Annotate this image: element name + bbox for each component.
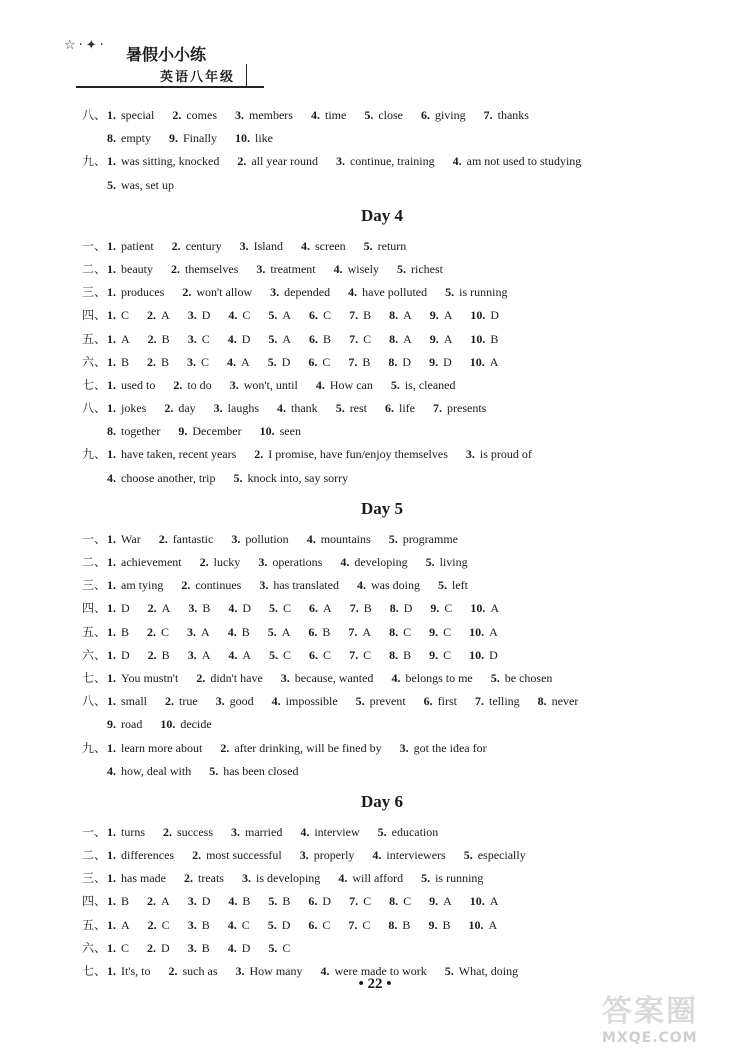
- header-divider: [246, 64, 247, 86]
- section-number: 五、: [82, 624, 107, 639]
- answer-section: [82, 621, 682, 644]
- answer-item: 8. D: [388, 354, 412, 369]
- answer-item: 6. life: [385, 401, 416, 416]
- answer-line: [82, 174, 682, 197]
- day-heading: Day 4: [360, 205, 404, 225]
- answer-item: 5. be chosen: [490, 670, 553, 685]
- answer-item: 5. especially: [463, 848, 526, 863]
- answer-item: 1. differences: [107, 848, 175, 863]
- answer-item: 4. will afford: [338, 871, 404, 886]
- answer-item: 2. lucky: [199, 555, 241, 569]
- section-number: 八、: [82, 694, 107, 709]
- answer-section: [82, 690, 682, 736]
- answer-item: 3. A: [187, 647, 211, 662]
- answer-item: 5. was, set up: [107, 177, 174, 192]
- answer-line: [82, 150, 682, 173]
- answer-item: 9. C: [429, 647, 452, 662]
- answer-line: [82, 844, 682, 867]
- answer-item: 2. true: [165, 694, 198, 709]
- answer-item: 5. A: [268, 331, 292, 346]
- answer-item: 6. B: [309, 331, 332, 346]
- answer-item: 4. choose another, trip: [107, 470, 216, 485]
- book-brand: 暑假小小练: [126, 45, 207, 64]
- answer-item: 9. C: [429, 624, 452, 639]
- answer-item: 6. B: [308, 624, 331, 639]
- answer-item: 8. never: [537, 694, 579, 709]
- answer-item: 4. A: [228, 647, 252, 662]
- section-number: 六、: [82, 647, 107, 662]
- answer-item: 5. is, cleaned: [390, 377, 456, 392]
- answer-item: 9. Finally: [169, 131, 218, 146]
- answer-item: 2. success: [163, 824, 213, 839]
- answer-item: 4. D: [227, 940, 251, 955]
- answer-item: 9. A: [429, 331, 453, 346]
- answer-section: [82, 551, 682, 574]
- answer-item: 6. C: [308, 917, 331, 932]
- answer-item: 4. were made to work: [320, 964, 427, 978]
- answer-item: 8. together: [107, 424, 161, 439]
- answer-item: 7. C: [349, 331, 372, 346]
- answer-item: 1. have taken, recent years: [107, 447, 237, 462]
- answer-item: 6. C: [309, 647, 332, 662]
- answer-item: 1. D: [107, 601, 130, 616]
- answer-item: 3. C: [187, 331, 210, 346]
- answer-item: 2. fantastic: [158, 531, 214, 546]
- answer-item: 1. B: [107, 894, 130, 909]
- answer-item: 5. What, doing: [444, 964, 519, 978]
- answer-item: 3. married: [231, 824, 283, 839]
- answer-section: [82, 737, 682, 783]
- answer-line: [82, 713, 682, 736]
- answer-item: 3. Island: [239, 238, 283, 253]
- answer-item: 6. first: [423, 694, 457, 709]
- answer-section: [82, 397, 682, 443]
- answer-item: 10. A: [469, 894, 499, 909]
- answer-item: 9. D: [429, 354, 452, 369]
- answer-item: 2. treats: [183, 871, 224, 886]
- answer-line: [82, 574, 682, 597]
- answer-item: 2. most successful: [192, 848, 282, 863]
- answer-item: 9. road: [107, 717, 143, 732]
- section-number: 四、: [82, 308, 107, 323]
- answer-item: 10. seen: [259, 424, 301, 439]
- day-heading: Day 5: [360, 498, 404, 518]
- answer-item: 3. How many: [235, 964, 303, 978]
- answer-item: 2. C: [147, 917, 170, 932]
- answer-item: 5. programme: [388, 531, 458, 546]
- section-number: 五、: [82, 917, 107, 932]
- answer-line: [82, 821, 682, 844]
- answer-item: 7. B: [349, 308, 372, 323]
- answer-line: [82, 737, 682, 760]
- answer-item: 6. A: [309, 601, 332, 616]
- answer-item: 2. B: [147, 331, 170, 346]
- page-number: • 22 •: [358, 976, 392, 992]
- answer-item: 8. C: [389, 894, 412, 909]
- answer-section: [82, 104, 682, 150]
- answer-item: 4. was doing: [356, 578, 420, 593]
- answer-item: 3. depended: [270, 285, 331, 300]
- answer-section: [82, 597, 682, 620]
- answer-item: 2. C: [147, 624, 170, 639]
- answer-line: [82, 890, 682, 913]
- answer-item: 8. B: [388, 917, 411, 932]
- answer-item: 4. D: [228, 601, 252, 616]
- answer-item: 9. December: [178, 424, 242, 439]
- answer-line: [82, 420, 682, 443]
- answer-item: 7. B: [349, 601, 372, 616]
- answer-item: 3. won't, until: [229, 377, 298, 392]
- answer-item: 2. won't allow: [182, 285, 253, 300]
- answer-item: 3. laughs: [213, 401, 260, 416]
- answer-item: 5. rest: [335, 401, 368, 416]
- section-number: 三、: [82, 578, 107, 593]
- answer-item: 2. D: [147, 940, 170, 955]
- section-number: 七、: [82, 670, 107, 685]
- answer-item: 3. B: [187, 917, 210, 932]
- answer-item: 10. A: [469, 354, 499, 369]
- answer-item: 1. achievement: [107, 555, 182, 569]
- answer-item: 4. D: [227, 331, 251, 346]
- answer-item: 9. A: [429, 308, 453, 323]
- answer-item: 8. A: [389, 308, 412, 323]
- answer-section: [82, 914, 682, 937]
- answer-item: 5. richest: [396, 261, 443, 276]
- answer-item: 10. A: [468, 917, 498, 932]
- answer-item: 5. living: [425, 555, 468, 569]
- answer-item: 1. B: [107, 354, 130, 369]
- section-number: 四、: [82, 601, 107, 616]
- answer-section: [82, 328, 682, 351]
- answer-item: 3. continue, training: [335, 154, 435, 169]
- section-number: 二、: [82, 848, 107, 863]
- answer-item: 4. How can: [315, 377, 373, 392]
- answer-content: [82, 104, 682, 983]
- answer-item: 2. such as: [168, 964, 218, 978]
- answer-item: 4. have polluted: [348, 285, 428, 300]
- answer-item: 5. close: [364, 108, 403, 122]
- answer-item: 7. B: [348, 354, 371, 369]
- section-number: 三、: [82, 871, 107, 886]
- answer-item: 5. prevent: [355, 694, 406, 709]
- answer-line: [82, 281, 682, 304]
- answer-item: 2. after drinking, will be fined by: [220, 740, 382, 755]
- section-number: 六、: [82, 354, 107, 369]
- answer-item: 4. interview: [300, 824, 360, 839]
- answer-item: 3. A: [187, 624, 210, 639]
- section-number: 四、: [82, 894, 107, 909]
- answer-line: [82, 304, 682, 327]
- answer-item: 5. A: [268, 308, 292, 323]
- answer-line: [82, 467, 682, 490]
- answer-line: [82, 351, 682, 374]
- section-number: 七、: [82, 377, 107, 392]
- answer-item: 1. produces: [107, 285, 165, 300]
- answer-item: 3. is proud of: [465, 447, 532, 462]
- answer-item: 2. century: [171, 238, 222, 253]
- answer-item: 4. belongs to me: [391, 670, 473, 685]
- answer-item: 5. is running: [445, 285, 508, 300]
- section-number: 八、: [82, 108, 107, 122]
- answer-item: 3. good: [215, 694, 254, 709]
- answer-item: 3. members: [234, 108, 293, 122]
- answer-line: [82, 621, 682, 644]
- section-number: 二、: [82, 555, 107, 569]
- answer-item: 3. pollution: [231, 531, 289, 546]
- section-number: 九、: [82, 447, 107, 462]
- answer-item: 7. C: [348, 917, 371, 932]
- answer-item: 2. A: [147, 308, 170, 323]
- watermark-mark: 答案圈: [602, 994, 698, 1029]
- answer-item: 5. knock into, say sorry: [233, 470, 349, 485]
- answer-item: 1. A: [107, 917, 130, 932]
- answer-item: 1. small: [107, 694, 147, 709]
- answer-section: [82, 374, 682, 397]
- answer-item: 5. D: [267, 917, 291, 932]
- answer-item: 3. operations: [258, 555, 323, 569]
- answer-item: 1. A: [107, 331, 130, 346]
- watermark-logo: [602, 986, 732, 1046]
- answer-item: 2. didn't have: [196, 670, 263, 685]
- answer-line: [82, 235, 682, 258]
- answer-item: 1. has made: [107, 871, 166, 886]
- answer-item: 6. C: [308, 354, 331, 369]
- watermark-url: MXQE.COM: [602, 1030, 698, 1046]
- answer-section: [82, 281, 682, 304]
- answer-item: 2. continues: [181, 578, 242, 593]
- answer-item: 1. It's, to: [107, 964, 151, 978]
- answer-line: [82, 597, 682, 620]
- answer-line: [82, 258, 682, 281]
- answer-item: 4. A: [227, 354, 250, 369]
- answer-section: [82, 351, 682, 374]
- answer-section: [82, 150, 682, 196]
- answer-item: 4. developing: [340, 555, 408, 569]
- answer-line: [82, 867, 682, 890]
- answer-line: [82, 551, 682, 574]
- answer-item: 1. C: [107, 940, 130, 955]
- answer-section: [82, 235, 682, 258]
- answer-item: 2. comes: [172, 108, 217, 122]
- answer-item: 4. time: [310, 108, 347, 122]
- answer-item: 5. A: [267, 624, 291, 639]
- answer-item: 1. patient: [107, 238, 154, 253]
- answer-item: 7. telling: [475, 694, 520, 709]
- answer-section: [82, 644, 682, 667]
- section-number: 八、: [82, 401, 107, 416]
- answer-item: 3. because, wanted: [280, 670, 374, 685]
- section-number: 一、: [82, 824, 107, 839]
- answer-item: 3. D: [187, 308, 211, 323]
- answer-item: 9. B: [428, 917, 451, 932]
- answer-item: 6. C: [309, 308, 332, 323]
- answer-item: 4. am not used to studying: [452, 154, 582, 169]
- answer-item: 8. C: [389, 624, 412, 639]
- answer-item: 7. C: [349, 894, 372, 909]
- answer-item: 5. C: [269, 601, 292, 616]
- answer-item: 8. empty: [107, 131, 151, 146]
- answer-item: 3. properly: [299, 848, 355, 863]
- answer-item: 2. A: [147, 601, 171, 616]
- answer-item: 3. B: [188, 601, 211, 616]
- answer-item: 4. how, deal with: [107, 763, 192, 778]
- answer-item: 2. all year round: [237, 154, 318, 169]
- section-number: 二、: [82, 261, 107, 276]
- answer-item: 3. D: [187, 894, 211, 909]
- answer-item: 2. B: [147, 354, 170, 369]
- answer-line: [82, 443, 682, 466]
- section-number: 七、: [82, 964, 107, 978]
- answer-item: 1. War: [107, 531, 141, 546]
- answer-item: 9. A: [429, 894, 452, 909]
- answer-item: 2. I promise, have fun/enjoy themselves: [254, 447, 448, 462]
- answer-item: 1. turns: [107, 824, 145, 839]
- answer-line: [82, 667, 682, 690]
- answer-item: 4. C: [228, 308, 251, 323]
- answer-section: [82, 574, 682, 597]
- answer-item: 5. is running: [421, 871, 484, 886]
- answer-item: 7. thanks: [483, 108, 529, 122]
- answer-item: 7. A: [348, 624, 372, 639]
- answer-line: [82, 760, 682, 783]
- day-heading: Day 6: [360, 791, 404, 811]
- answer-item: 3. C: [187, 354, 210, 369]
- answer-line: [82, 104, 682, 127]
- answer-item: 10. A: [469, 624, 498, 639]
- answer-item: 5. B: [268, 894, 291, 909]
- answer-item: 1. jokes: [107, 401, 147, 416]
- answer-section: [82, 937, 682, 960]
- answer-item: 10. D: [470, 308, 500, 323]
- answer-item: 3. is developing: [241, 871, 321, 886]
- section-number: 三、: [82, 285, 107, 300]
- section-number: 九、: [82, 154, 107, 169]
- answer-item: 4. mountains: [306, 531, 371, 546]
- answer-item: 2. themselves: [171, 261, 239, 276]
- answer-item: 8. A: [389, 331, 412, 346]
- section-number: 九、: [82, 740, 107, 755]
- book-header: [64, 36, 264, 88]
- answer-item: 5. has been closed: [209, 763, 299, 778]
- answer-item: 1. learn more about: [107, 740, 203, 755]
- answer-item: 3. treatment: [256, 261, 316, 276]
- answer-item: 2. A: [147, 894, 170, 909]
- answer-item: 5. return: [363, 238, 407, 253]
- answer-section: [82, 667, 682, 690]
- answer-section: [82, 528, 682, 551]
- answer-item: 10. like: [235, 131, 274, 146]
- answer-item: 1. B: [107, 624, 130, 639]
- answer-item: 7. C: [349, 647, 372, 662]
- answer-item: 10. decide: [160, 717, 212, 732]
- answer-item: 10. A: [470, 601, 500, 616]
- answer-item: 1. beauty: [107, 261, 153, 276]
- answer-line: [82, 914, 682, 937]
- answer-item: 1. was sitting, knocked: [107, 154, 220, 169]
- answer-item: 2. to do: [173, 377, 212, 392]
- answer-line: [82, 328, 682, 351]
- answer-section: [82, 258, 682, 281]
- answer-item: 3. has translated: [259, 578, 339, 593]
- answer-line: [82, 127, 682, 150]
- answer-item: 4. wisely: [333, 261, 379, 276]
- answer-item: 9. C: [430, 601, 453, 616]
- answer-item: 1. used to: [107, 377, 156, 392]
- answer-item: 3. B: [187, 940, 210, 955]
- answer-item: 5. education: [377, 824, 439, 839]
- answer-section: [82, 844, 682, 867]
- answer-item: 2. B: [147, 647, 170, 662]
- section-number: 一、: [82, 238, 107, 253]
- section-number: 一、: [82, 531, 107, 546]
- answer-section: [82, 443, 682, 489]
- answer-item: 2. day: [164, 401, 196, 416]
- answer-item: 1. You mustn't: [107, 670, 179, 685]
- answer-item: 5. D: [267, 354, 291, 369]
- star-decoration-icon: ☆·✦·: [64, 38, 107, 53]
- answer-line: [82, 374, 682, 397]
- answer-line: [82, 644, 682, 667]
- answer-line: [82, 528, 682, 551]
- answer-section: [82, 304, 682, 327]
- answer-item: 4. screen: [300, 238, 346, 253]
- subject-label: 英语八年级: [160, 70, 236, 85]
- answer-item: 5. C: [268, 940, 291, 955]
- answer-line: [82, 937, 682, 960]
- answer-line: [82, 690, 682, 713]
- answer-item: 8. B: [389, 647, 412, 662]
- answer-item: 8. D: [389, 601, 413, 616]
- answer-item: 5. left: [437, 578, 468, 593]
- answer-section: [82, 821, 682, 844]
- answer-item: 1. D: [107, 647, 130, 662]
- section-number: 五、: [82, 331, 107, 346]
- section-number: 六、: [82, 940, 107, 955]
- answer-item: 1. C: [107, 308, 130, 323]
- answer-item: 5. C: [269, 647, 292, 662]
- answer-item: 1. special: [107, 108, 155, 122]
- answer-item: 4. impossible: [271, 694, 338, 709]
- answer-item: 7. presents: [433, 401, 487, 416]
- answer-item: 6. giving: [420, 108, 466, 122]
- answer-line: [82, 397, 682, 420]
- answer-item: 10. D: [469, 647, 498, 662]
- answer-item: 1. am tying: [107, 578, 164, 593]
- answer-item: 4. thank: [277, 401, 318, 416]
- answer-item: 4. B: [227, 624, 250, 639]
- answer-item: 10. B: [470, 331, 499, 346]
- answer-item: 4. B: [228, 894, 251, 909]
- answer-item: 4. C: [227, 917, 250, 932]
- answer-section: [82, 890, 682, 913]
- answer-section: [82, 867, 682, 890]
- answer-item: 6. D: [308, 894, 332, 909]
- header-rule: [76, 86, 264, 88]
- answer-item: 4. interviewers: [372, 848, 446, 863]
- answer-item: 3. got the idea for: [399, 740, 487, 755]
